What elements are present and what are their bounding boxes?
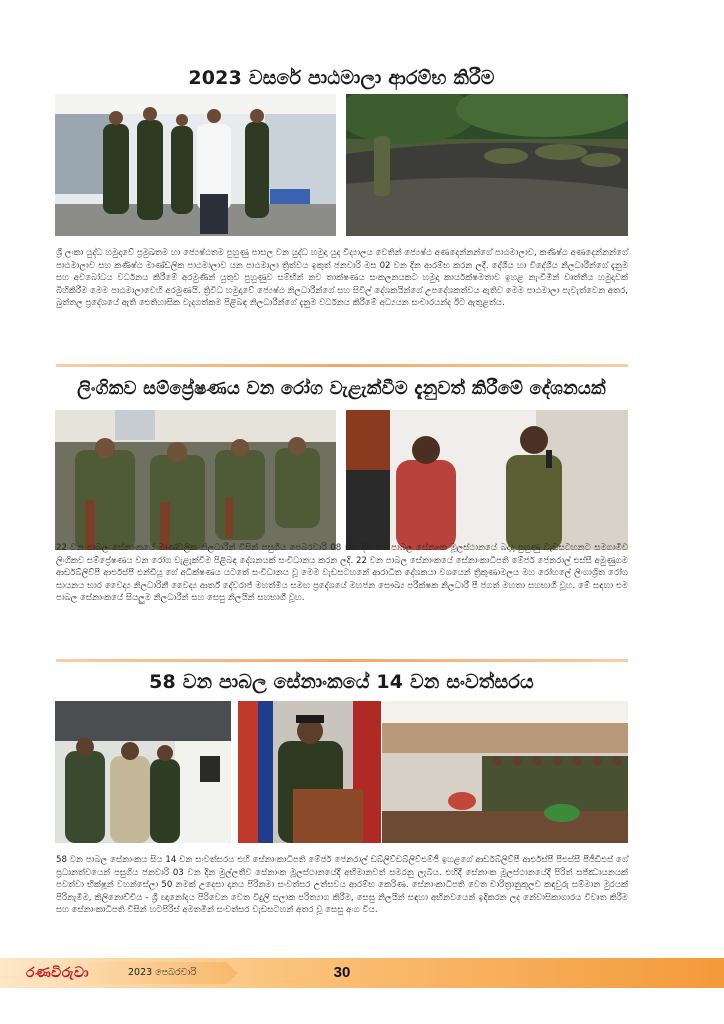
photo-plaque-unveiling [55, 701, 231, 843]
photo-soldiers-audience [55, 410, 336, 550]
photo-officers-classroom [55, 94, 336, 236]
photo-anniversary-assembly [382, 701, 628, 843]
magazine-brand: රණවිරුවා [26, 965, 90, 981]
issue-date: 2023 පෙබරවාරි [128, 967, 197, 978]
headline-58-division-anniversary: 58 වන පාබල සේනාංකයේ 14 වන සංවත්සරය [149, 671, 534, 693]
photo-speakers [346, 410, 628, 550]
headline-std-awareness: ලිංගිකව සම්ප්‍රේෂණය වන රෝග වැළැක්වීම දැනුවත් කිරීමේ දේශනයක් [77, 378, 606, 399]
page-number: 30 [333, 964, 351, 981]
article-std-awareness: 22 වන පාබල සේනාංකයේ මාණ්ඩලික නිලධාරීන් විසින් පසුගිය පෙබරවාරි 08 වන දින එම පාබල සේනාංක මූලස්ථානයේ බදාදා පුහුණු වැඩසටහනට සමගාමීව ලිංගිකව සම්ප්‍රේෂණය වන රෝග වැළැක්වීම පිළිබඳ දේශනයක් සංවිධානය කරන ලදී. 22 වන පාබල සේනාංකයේ සේනාංකාධිපති මේජර් ජෙනරාල් එස්සී අමුණුගම ආර්ඩබ්ලිව්පී ආර්එස්පී එන්ඩියූ ගේ අධීක්ෂණය යටතේ සංවිධානය වූ මෙම වැඩසටහනේ ආරාධිත දේශකයා වශයෙන් ත්‍රිකුණාමලය මහ රෝහලේ ලිංගාශ්‍රිත රෝග සායනය භාර වෛද්‍ය නිලධාරිනී වෛද්‍ය ආර්ත් දේවරාජ් මහත්මිය සමඟ ප්‍රදේශයේ මහජන සෞඛ්‍ය පරීක්ෂක නිලධාරී පී ජගත් මහතා සහභාගී වූහ. මේ සඳහා එම පාබල සේනාංකයේ සියලුම නිලධාරීන් සහ සෙසු නිලයින් සහභාගී වූහ. [56, 543, 628, 604]
section-divider [56, 364, 628, 367]
photo-commander-speech [238, 701, 381, 843]
section-divider [56, 659, 628, 662]
article-58-division-anniversary: 58 වන පාබල සේනාංකය සිය 14 වන සංවත්සරය එහි සේනාංකාධිපති මේජර් ජෙනරාල් ඩබ්ලිව්ඩබ්ලිව්එම්ජී ඉහළගේ ආර්ඩබ්ලිව්පී ආර්එස්පී පීඑස්සී පීජීඩීඑස් ගේ ප්‍රධානත්වයෙන් පසුගිය ජනවාරි 03 වන දින මුල්ලතීව සේනාංක මූලස්ථානයේදී අභිමානවත් සමරනු ලැබිය. එහිදී සේනාංක මූලස්ථානයේදී පිරිත් සජ්ඣායනයක් පවත්වා භික්ෂූන් වහන්සේලා 50 නමක් උදෙසා දානය පිරිනමා සංවත්සර උත්සවය ආරම්භ කෙරිණ. සේනාංකාධිපති වෙත චාරිත්‍රානුකූලව කඳවුරු සම්මාන මුරයක් පිරිනැමීම, කිලිනොච්චිය - ශ්‍රී ඥානෝදය පිරිවෙන වෙත විදුලි සලාක පරිත්‍යාග කිරීම, සෙසු නිලයින් සඳහා අභිනවයෙන් ඉදිකරන ලද නේවාසිකාගාරය විවෘත කිරීම සහ සේනාංකාධිපති විසින් හටපිරිස් අමතමින් සංවත්සර වැඩසටහන් අතර වූ සෙසු අංග විය. [56, 855, 628, 916]
headline-course-commencement: 2023 වසරේ පාඨමාලා ආරම්භ කිරීම [188, 67, 495, 89]
article-course-commencement: ශ්‍රී ලංකා යුද්ධ හමුදාවේ ප්‍රමුඛතම හා ජ්‍යෙෂ්ඨතම පුහුණු පාසල වන යුද්ධ හමුදා යුද විද්‍යාලය වෙතින් ජ්‍යෙෂ්ඨ අණදෙන්නන්ගේ පාඨමාලාව, කණිෂ්ඨ අණදෙන්නන්ගේ පාඨමාලාව සහ කණිෂ්ඨ මාණ්ඩලික පාඨමාලාව යන පාඨමාලා ත්‍රිත්වය ඉකුත් ජනවාරි මස 02 වන දින ආරම්භ කරන ලදී. දේශීය හා විදේශීය නිලධාරීන්ගේ දැනුම සහ අවබෝධය වර්ධනය කිරීමේ අරමුණින් යුතුව පුහුණුව සම්භින් නව තාක්ෂණය සංකලනයකට හමුදා කාර්යක්ෂමතාව ඉහළ නැංවීමින් වෘත්තීය හමුදාවක් බිහිකිරීම මෙම පාඨමාලාවෙහි අරමුණයි. ත්‍රිවිධ හමුදාවේ ජ්‍යෙෂ්ඨ නිලධාරීන්ගේ සහ සිවිල් දේශකයින්ගේ උපදේශකත්වය ඇතිව මෙම පාඨමාලා පැවැත්වෙන අතර, බුත්තල ප්‍රදේශයේ ඇති ඓතිහාසික වැදගත්කම පිළිබඳ නිලධාරීන්ගේ දැනුම වර්ධනය කිරීමේ අධ්‍යයන සංචාරයන්ද ඊට ඇතුළත්ය. [56, 248, 628, 309]
photo-field-training [346, 94, 628, 236]
